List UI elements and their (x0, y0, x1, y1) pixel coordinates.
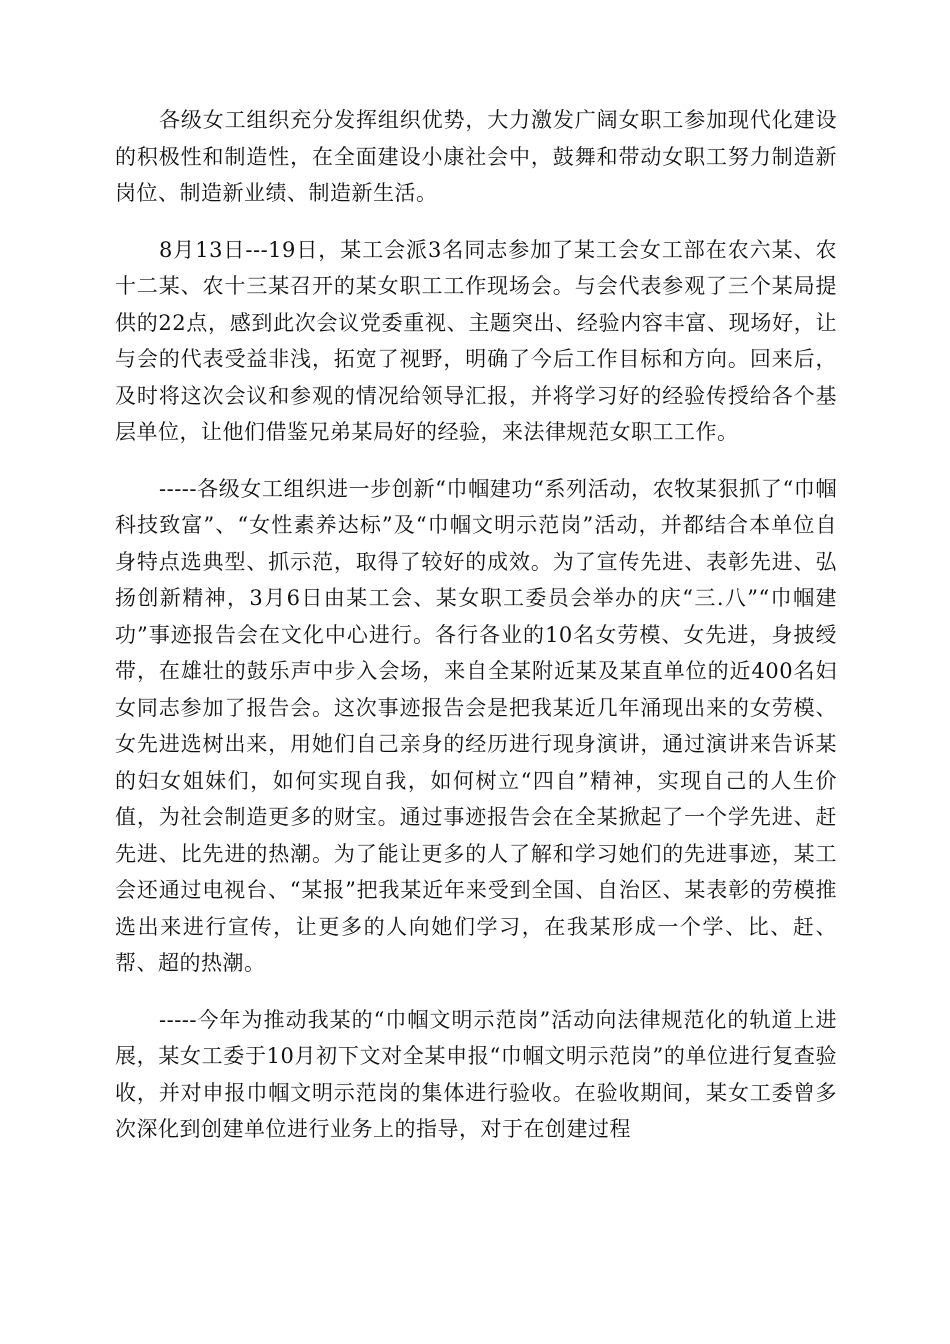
paragraph-2: 8月13日---19日，某工会派3名同志参加了某工会女工部在农六某、农十二某、农十三某召开的某女职工工作现场会。与会代表参观了三个某局提供的22点，感到此次会议党委重视、主题突出、经验内容丰富、现场好，让与会的代表受益非浅，拓宽了视野，明确了今后工作目标和方向。回来后，及时将这次会议和参观的情况给领导汇报，并将学习好的经验传授给各个基层单位，让他们借鉴兄弟某局好的经验，来法律规范女职工工作。 (115, 237, 837, 444)
paragraph-1: 各级女工组织充分发挥组织优势，大力激发广阔女职工参加现代化建设的积极性和制造性，在全面建设小康社会中，鼓舞和带动女职工努力制造新岗位、制造新业绩、制造新生活。 (115, 108, 837, 205)
paragraph-3: -----各级女工组织进一步创新“巾帼建功“系列活动，农牧某狠抓了“巾帼科技致富”、“女性素养达标”及“巾帼文明示范岗”活动，并都结合本单位自身特点选典型、抓示范，取得了较好的成效。为了宣传先进、表彰先进、弘扬创新精神，3月6日由某工会、某女职工委员会举办的庆“三.八”“巾帼建功”事迹报告会在文化中心进行。各行各业的10名女劳模、女先进，身披绶带，在雄壮的鼓乐声中步入会场，来自全某附近某及某直单位的近400名妇女同志参加了报告会。这次事迹报告会是把我某近几年涌现出来的女劳模、女先进选树出来，用她们自己亲身的经历进行现身演讲，通过演讲来告诉某的妇女姐妹们，如何实现自我，如何树立“四自”精神，实现自己的人生价值，为社会制造更多的财宝。通过事迹报告会在全某掀起了一个学先进、赶先进、比先进的热潮。为了能让更多的人了解和学习她们的先进事迹，某工会还通过电视台、“某报”把我某近年来受到全国、自治区、某表彰的劳模推选出来进行宣传，让更多的人向她们学习，在我某形成一个学、比、赶、帮、超的热潮。 (115, 476, 837, 975)
document-body (115, 102, 837, 1168)
paragraph-4: -----今年为推动我某的“巾帼文明示范岗”活动向法律规范化的轨道上进展，某女工委于10月初下文对全某申报“巾帼文明示范岗”的单位进行复查验收，并对申报巾帼文明示范岗的集体进行验收。在验收期间，某女工委曾多次深化到创建单位进行业务上的指导，对于在创建过程 (115, 1007, 837, 1141)
